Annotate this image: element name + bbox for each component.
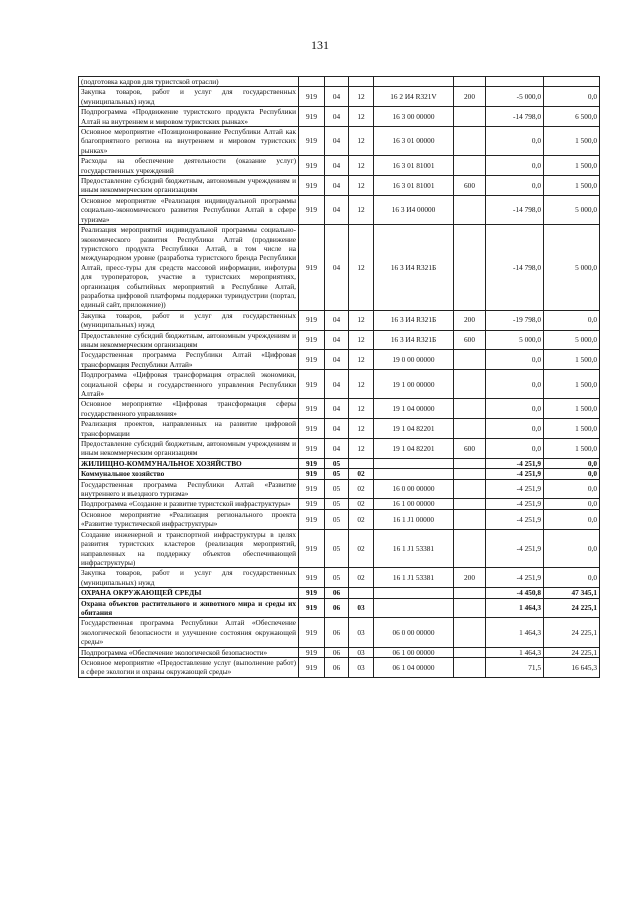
row-name-cell: Закупка товаров, работ и услуг для государственных (муниципальных) нужд xyxy=(79,87,299,107)
admin-code-cell: 919 xyxy=(299,195,325,224)
section-cell: 04 xyxy=(325,419,349,439)
target-article-cell: 16 1 J1 53381 xyxy=(374,568,454,588)
target-article-cell: 16 3 01 81001 xyxy=(374,156,454,176)
row-name-cell: Закупка товаров, работ и услуг для государственных (муниципальных) нужд xyxy=(79,568,299,588)
section-cell: 05 xyxy=(325,568,349,588)
expense-type-cell xyxy=(454,370,486,399)
table-row xyxy=(79,87,600,107)
subsection-cell: 02 xyxy=(349,509,374,529)
table-row xyxy=(79,598,600,618)
target-article-cell xyxy=(374,588,454,598)
section-cell: 04 xyxy=(325,330,349,350)
target-article-cell: 19 0 00 00000 xyxy=(374,350,454,370)
subsection-cell: 12 xyxy=(349,399,374,419)
subsection-cell: 12 xyxy=(349,439,374,459)
table-row xyxy=(79,195,600,224)
budget-table xyxy=(78,76,600,678)
target-article-cell: 16 2 И4 R321V xyxy=(374,87,454,107)
table-row xyxy=(79,310,600,330)
row-name-cell: Основное мероприятие «Позиционирование Республики Алтай как благоприятного региона на внутреннем и мировом туристских рынках» xyxy=(79,127,299,156)
expense-type-cell: 200 xyxy=(454,310,486,330)
amount-change-cell: -4 450,8 xyxy=(486,588,544,598)
row-name-cell: Реализация мероприятий индивидуальной программы социально-экономического развития Республики Алтай (продвижение туристского продукта Республики Алтай, в том числе на международном уровне (разработка туристского бренда Республики Алтай, пресс-туры для средств массовой информации, инфотуры для туроператоров, участие в туристских мероприятиях, организация событийных мероприятий в Республике Алтай, разработка цифровой платформы поддержки туриндустрии (портал, единый сайт, приложение)) xyxy=(79,225,299,311)
amount-total-cell: 24 225,1 xyxy=(544,647,600,657)
section-cell: 05 xyxy=(325,499,349,509)
admin-code-cell: 919 xyxy=(299,225,325,311)
expense-type-cell xyxy=(454,598,486,618)
section-cell: 05 xyxy=(325,509,349,529)
amount-change-cell: -4 251,9 xyxy=(486,458,544,468)
subsection-cell: 02 xyxy=(349,499,374,509)
row-name-cell: Основное мероприятие «Реализация индивидуальной программы социально-экономического развития Республики Алтай в сфере туризма» xyxy=(79,195,299,224)
table-row xyxy=(79,499,600,509)
subsection-cell xyxy=(349,77,374,87)
expense-type-cell xyxy=(454,657,486,677)
subsection-cell: 02 xyxy=(349,568,374,588)
amount-total-cell xyxy=(544,77,600,87)
target-article-cell xyxy=(374,598,454,618)
admin-code-cell xyxy=(299,77,325,87)
row-name-cell: Реализация проектов, направленных на развитие цифровой трансформации xyxy=(79,419,299,439)
amount-change-cell: -4 251,9 xyxy=(486,479,544,499)
expense-type-cell: 600 xyxy=(454,330,486,350)
expense-type-cell: 600 xyxy=(454,439,486,459)
amount-change-cell: -14 798,0 xyxy=(486,225,544,311)
expense-type-cell xyxy=(454,77,486,87)
amount-total-cell: 0,0 xyxy=(544,87,600,107)
amount-total-cell: 1 500,0 xyxy=(544,419,600,439)
row-name-cell: Государственная программа Республики Алтай «Обеспечение экологической безопасности и улучшение состояния окружающей среды» xyxy=(79,618,299,647)
admin-code-cell: 919 xyxy=(299,647,325,657)
expense-type-cell xyxy=(454,127,486,156)
amount-total-cell: 1 500,0 xyxy=(544,399,600,419)
subsection-cell xyxy=(349,588,374,598)
section-cell: 04 xyxy=(325,87,349,107)
target-article-cell: 16 3 И4 R321Б xyxy=(374,330,454,350)
target-article-cell: 16 3 01 00000 xyxy=(374,127,454,156)
expense-type-cell xyxy=(454,350,486,370)
admin-code-cell: 919 xyxy=(299,127,325,156)
admin-code-cell: 919 xyxy=(299,310,325,330)
admin-code-cell: 919 xyxy=(299,588,325,598)
admin-code-cell: 919 xyxy=(299,568,325,588)
expense-type-cell xyxy=(454,225,486,311)
target-article-cell: 16 3 01 81001 xyxy=(374,176,454,196)
table-row xyxy=(79,127,600,156)
amount-total-cell: 1 500,0 xyxy=(544,350,600,370)
table-row xyxy=(79,529,600,568)
page-number: 131 xyxy=(311,38,329,52)
amount-total-cell: 1 500,0 xyxy=(544,127,600,156)
subsection-cell: 12 xyxy=(349,176,374,196)
admin-code-cell: 919 xyxy=(299,479,325,499)
table-row xyxy=(79,176,600,196)
subsection-cell: 12 xyxy=(349,225,374,311)
target-article-cell: 16 1 00 00000 xyxy=(374,499,454,509)
section-cell: 05 xyxy=(325,458,349,468)
row-name-cell: Коммунальное хозяйство xyxy=(79,469,299,479)
subsection-cell: 02 xyxy=(349,479,374,499)
target-article-cell: 16 1 J1 00000 xyxy=(374,509,454,529)
amount-total-cell: 1 500,0 xyxy=(544,439,600,459)
row-name-cell: Государственная программа Республики Алтай «Цифровая трансформация Республики Алтай» xyxy=(79,350,299,370)
subsection-cell: 12 xyxy=(349,87,374,107)
expense-type-cell xyxy=(454,647,486,657)
table-row xyxy=(79,225,600,311)
row-name-cell: ЖИЛИЩНО-КОММУНАЛЬНОЕ ХОЗЯЙСТВО xyxy=(79,458,299,468)
amount-change-cell: -4 251,9 xyxy=(486,499,544,509)
amount-change-cell: -4 251,9 xyxy=(486,568,544,588)
admin-code-cell: 919 xyxy=(299,399,325,419)
expense-type-cell: 200 xyxy=(454,568,486,588)
target-article-cell: 19 1 00 00000 xyxy=(374,370,454,399)
amount-total-cell: 1 500,0 xyxy=(544,370,600,399)
amount-change-cell: 5 000,0 xyxy=(486,330,544,350)
row-name-cell: Закупка товаров, работ и услуг для государственных (муниципальных) нужд xyxy=(79,310,299,330)
admin-code-cell: 919 xyxy=(299,598,325,618)
subsection-cell: 12 xyxy=(349,107,374,127)
section-cell: 04 xyxy=(325,176,349,196)
row-name-cell: Основное мероприятие «Предоставление услуг (выполнение работ) в сфере экологии и охраны окружающей среды» xyxy=(79,657,299,677)
admin-code-cell: 919 xyxy=(299,107,325,127)
amount-change-cell: 0,0 xyxy=(486,439,544,459)
section-cell: 04 xyxy=(325,310,349,330)
subsection-cell: 12 xyxy=(349,330,374,350)
table-row xyxy=(79,568,600,588)
amount-change-cell: 0,0 xyxy=(486,156,544,176)
row-name-cell: Основное мероприятие «Цифровая трансформация сферы государственного управления» xyxy=(79,399,299,419)
expense-type-cell xyxy=(454,419,486,439)
target-article-cell: 06 1 00 00000 xyxy=(374,647,454,657)
expense-type-cell xyxy=(454,588,486,598)
table-row xyxy=(79,618,600,647)
target-article-cell: 19 1 04 00000 xyxy=(374,399,454,419)
amount-change-cell: -14 798,0 xyxy=(486,195,544,224)
table-row xyxy=(79,458,600,468)
admin-code-cell: 919 xyxy=(299,529,325,568)
section-cell: 04 xyxy=(325,370,349,399)
subsection-cell: 12 xyxy=(349,419,374,439)
section-cell: 04 xyxy=(325,439,349,459)
amount-change-cell: 0,0 xyxy=(486,176,544,196)
amount-total-cell: 0,0 xyxy=(544,469,600,479)
section-cell: 04 xyxy=(325,127,349,156)
table-row xyxy=(79,370,600,399)
expense-type-cell xyxy=(454,499,486,509)
table-row xyxy=(79,469,600,479)
expense-type-cell: 600 xyxy=(454,176,486,196)
target-article-cell: 06 0 00 00000 xyxy=(374,618,454,647)
admin-code-cell: 919 xyxy=(299,419,325,439)
admin-code-cell: 919 xyxy=(299,370,325,399)
amount-total-cell: 6 500,0 xyxy=(544,107,600,127)
subsection-cell: 02 xyxy=(349,469,374,479)
expense-type-cell xyxy=(454,195,486,224)
row-name-cell: Создание инженерной и транспортной инфраструктуры в целях развития туристских кластеров (реализация мероприятий, направленных на поддержку объектов обеспечивающей инфраструктуры) xyxy=(79,529,299,568)
table-row xyxy=(79,156,600,176)
expense-type-cell xyxy=(454,479,486,499)
table-row xyxy=(79,107,600,127)
section-cell: 06 xyxy=(325,588,349,598)
table-row xyxy=(79,399,600,419)
amount-change-cell: 1 464,3 xyxy=(486,618,544,647)
amount-total-cell: 24 225,1 xyxy=(544,598,600,618)
row-name-cell: Подпрограмма «Обеспечение экологической безопасности» xyxy=(79,647,299,657)
amount-change-cell: 0,0 xyxy=(486,399,544,419)
table-row xyxy=(79,77,600,87)
row-name-cell: Подпрограмма «Создание и развитие туристской инфраструктуры» xyxy=(79,499,299,509)
row-name-cell: Подпрограмма «Продвижение туристского продукта Республики Алтай на внутреннем и мировом туристских рынках» xyxy=(79,107,299,127)
subsection-cell: 12 xyxy=(349,310,374,330)
subsection-cell: 12 xyxy=(349,350,374,370)
amount-total-cell: 5 000,0 xyxy=(544,195,600,224)
row-name-cell: Охрана объектов растительного и животного мира и среды их обитания xyxy=(79,598,299,618)
subsection-cell: 03 xyxy=(349,647,374,657)
expense-type-cell: 200 xyxy=(454,87,486,107)
amount-total-cell: 0,0 xyxy=(544,458,600,468)
amount-change-cell: -4 251,9 xyxy=(486,469,544,479)
row-name-cell: Расходы на обеспечение деятельности (оказание услуг) государственных учреждений xyxy=(79,156,299,176)
amount-total-cell: 0,0 xyxy=(544,310,600,330)
amount-total-cell: 0,0 xyxy=(544,568,600,588)
admin-code-cell: 919 xyxy=(299,439,325,459)
amount-total-cell: 5 000,0 xyxy=(544,225,600,311)
amount-total-cell: 1 500,0 xyxy=(544,156,600,176)
admin-code-cell: 919 xyxy=(299,509,325,529)
table-row xyxy=(79,479,600,499)
amount-total-cell: 1 500,0 xyxy=(544,176,600,196)
amount-change-cell: 1 464,3 xyxy=(486,598,544,618)
amount-change-cell: 71,5 xyxy=(486,657,544,677)
amount-change-cell: -14 798,0 xyxy=(486,107,544,127)
amount-change-cell xyxy=(486,77,544,87)
subsection-cell: 12 xyxy=(349,127,374,156)
subsection-cell: 02 xyxy=(349,529,374,568)
admin-code-cell: 919 xyxy=(299,156,325,176)
amount-total-cell: 0,0 xyxy=(544,509,600,529)
section-cell xyxy=(325,77,349,87)
expense-type-cell xyxy=(454,458,486,468)
amount-total-cell: 0,0 xyxy=(544,479,600,499)
admin-code-cell: 919 xyxy=(299,618,325,647)
table-row xyxy=(79,647,600,657)
expense-type-cell xyxy=(454,529,486,568)
table-row xyxy=(79,419,600,439)
admin-code-cell: 919 xyxy=(299,87,325,107)
section-cell: 06 xyxy=(325,657,349,677)
expense-type-cell xyxy=(454,107,486,127)
row-name-cell: Предоставление субсидий бюджетным, автономным учреждениям и иным некоммерческим организациям xyxy=(79,176,299,196)
row-name-cell: ОХРАНА ОКРУЖАЮЩЕЙ СРЕДЫ xyxy=(79,588,299,598)
section-cell: 04 xyxy=(325,107,349,127)
target-article-cell xyxy=(374,77,454,87)
section-cell: 06 xyxy=(325,598,349,618)
section-cell: 04 xyxy=(325,195,349,224)
expense-type-cell xyxy=(454,618,486,647)
section-cell: 04 xyxy=(325,156,349,176)
table-row xyxy=(79,439,600,459)
row-name-cell: Основное мероприятие «Реализация регионального проекта «Развитие туристической инфраструктуры» xyxy=(79,509,299,529)
subsection-cell: 12 xyxy=(349,156,374,176)
target-article-cell: 16 3 00 00000 xyxy=(374,107,454,127)
section-cell: 05 xyxy=(325,479,349,499)
row-name-cell: Предоставление субсидий бюджетным, автономным учреждениям и иным некоммерческим организациям xyxy=(79,439,299,459)
amount-change-cell: 0,0 xyxy=(486,350,544,370)
section-cell: 05 xyxy=(325,469,349,479)
amount-change-cell: -4 251,9 xyxy=(486,509,544,529)
admin-code-cell: 919 xyxy=(299,176,325,196)
amount-change-cell: 0,0 xyxy=(486,127,544,156)
admin-code-cell: 919 xyxy=(299,469,325,479)
amount-change-cell: 0,0 xyxy=(486,370,544,399)
amount-change-cell: 1 464,3 xyxy=(486,647,544,657)
row-name-cell: Государственная программа Республики Алтай «Развитие внутреннего и въездного туризма» xyxy=(79,479,299,499)
section-cell: 04 xyxy=(325,350,349,370)
admin-code-cell: 919 xyxy=(299,458,325,468)
section-cell: 04 xyxy=(325,399,349,419)
amount-total-cell: 24 225,1 xyxy=(544,618,600,647)
subsection-cell xyxy=(349,458,374,468)
subsection-cell: 03 xyxy=(349,598,374,618)
target-article-cell: 16 1 J1 53381 xyxy=(374,529,454,568)
subsection-cell: 12 xyxy=(349,370,374,399)
amount-total-cell: 47 345,1 xyxy=(544,588,600,598)
row-name-cell: Предоставление субсидий бюджетным, автономным учреждениям и иным некоммерческим организациям xyxy=(79,330,299,350)
admin-code-cell: 919 xyxy=(299,350,325,370)
target-article-cell: 16 3 И4 00000 xyxy=(374,195,454,224)
expense-type-cell xyxy=(454,399,486,419)
target-article-cell: 19 1 04 82201 xyxy=(374,439,454,459)
admin-code-cell: 919 xyxy=(299,657,325,677)
amount-change-cell: -4 251,9 xyxy=(486,529,544,568)
table-row xyxy=(79,509,600,529)
expense-type-cell xyxy=(454,509,486,529)
amount-total-cell: 0,0 xyxy=(544,529,600,568)
target-article-cell: 06 1 04 00000 xyxy=(374,657,454,677)
amount-total-cell: 16 645,3 xyxy=(544,657,600,677)
row-name-cell: (подготовка кадров для туристской отрасли) xyxy=(79,77,299,87)
target-article-cell: 16 3 И4 R321Б xyxy=(374,225,454,311)
expense-type-cell xyxy=(454,469,486,479)
admin-code-cell: 919 xyxy=(299,330,325,350)
section-cell: 05 xyxy=(325,529,349,568)
expense-type-cell xyxy=(454,156,486,176)
table-row xyxy=(79,350,600,370)
target-article-cell xyxy=(374,458,454,468)
section-cell: 04 xyxy=(325,225,349,311)
table-row xyxy=(79,588,600,598)
amount-change-cell: 0,0 xyxy=(486,419,544,439)
subsection-cell: 03 xyxy=(349,618,374,647)
amount-total-cell: 0,0 xyxy=(544,499,600,509)
amount-change-cell: -5 000,0 xyxy=(486,87,544,107)
subsection-cell: 03 xyxy=(349,657,374,677)
subsection-cell: 12 xyxy=(349,195,374,224)
amount-total-cell: 5 000,0 xyxy=(544,330,600,350)
admin-code-cell: 919 xyxy=(299,499,325,509)
section-cell: 06 xyxy=(325,647,349,657)
section-cell: 06 xyxy=(325,618,349,647)
target-article-cell: 16 0 00 00000 xyxy=(374,479,454,499)
target-article-cell: 16 3 И4 R321Б xyxy=(374,310,454,330)
table-row xyxy=(79,330,600,350)
table-row xyxy=(79,657,600,677)
amount-change-cell: -19 798,0 xyxy=(486,310,544,330)
target-article-cell: 19 1 04 82201 xyxy=(374,419,454,439)
target-article-cell xyxy=(374,469,454,479)
row-name-cell: Подпрограмма «Цифровая трансформация отраслей экономики, социальной сферы и государственного управления Республики Алтай» xyxy=(79,370,299,399)
